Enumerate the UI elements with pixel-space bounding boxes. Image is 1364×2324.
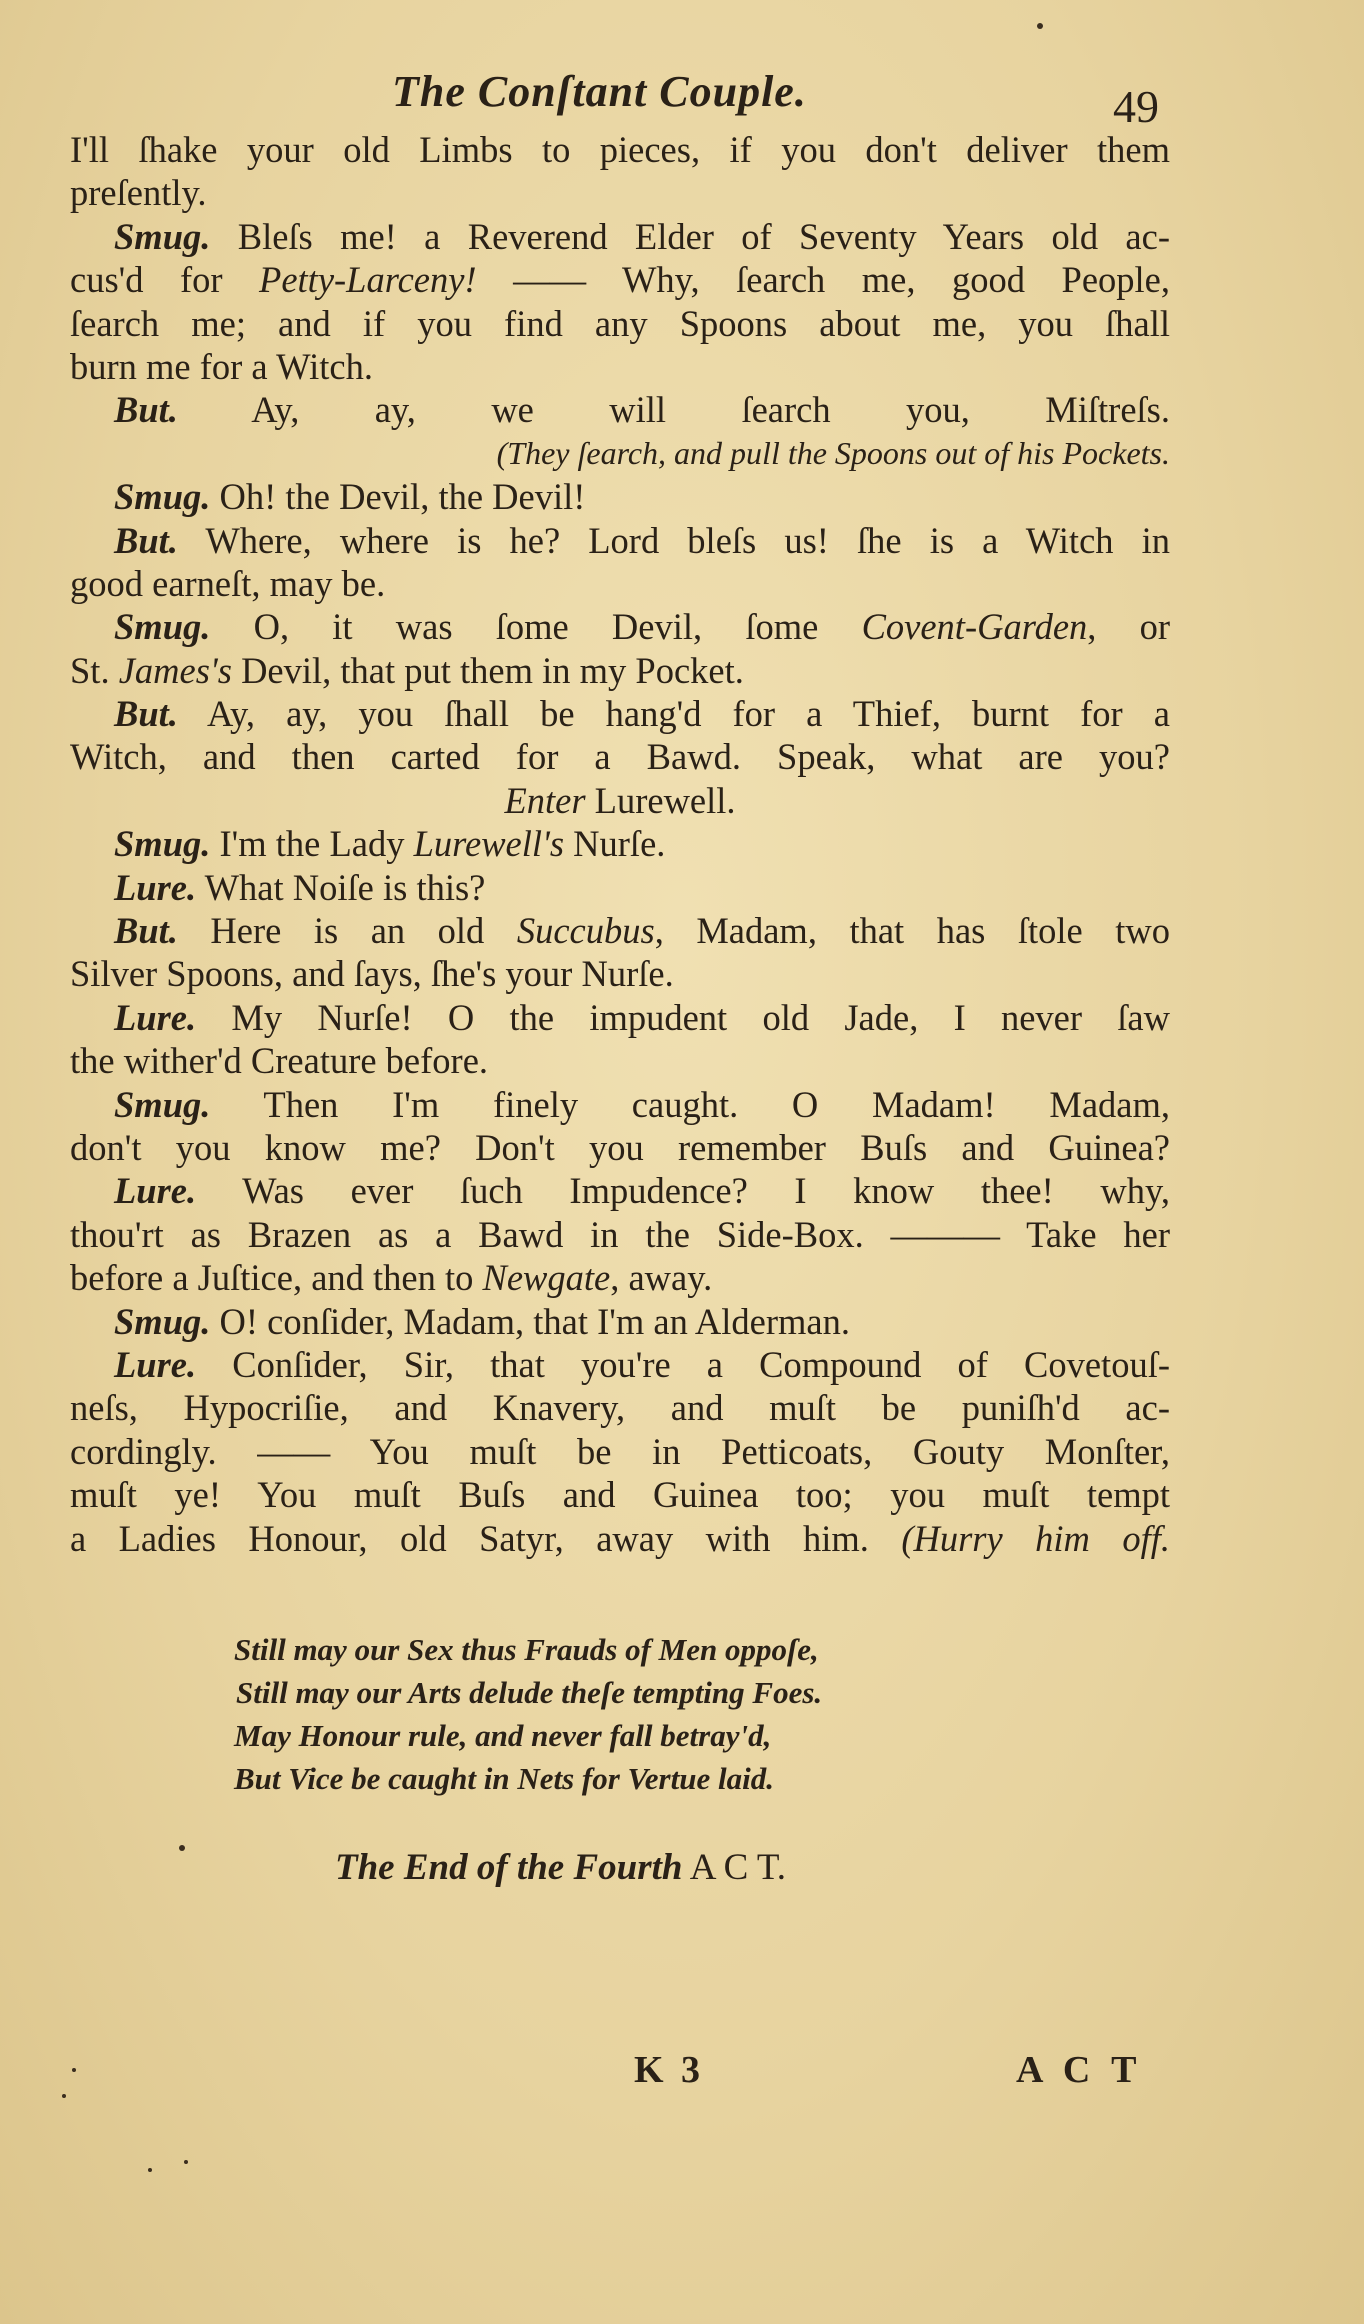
text-line (70, 171, 1170, 214)
text-line (70, 909, 1170, 952)
text-line (70, 562, 1170, 605)
text-line (70, 735, 1170, 778)
text-run: preſently. (70, 172, 207, 214)
page-number: 49 (1113, 81, 1159, 132)
verse-line: But Vice be caught in Nets for Vertue laid. (234, 1761, 774, 1796)
italic-run: Enter (504, 779, 586, 821)
text-line (70, 128, 1170, 171)
speaker-name: Smug. (114, 215, 211, 257)
text-run: Bleſs me! a Reverend Elder of Seventy Years old ac- (210, 215, 1170, 257)
text-line (70, 519, 1170, 562)
text-line (70, 345, 1170, 388)
speaker-name: Smug. (114, 1083, 211, 1125)
text-run: O, it was ſome Devil, ſome (210, 606, 862, 648)
text-run: Devil, that put them in my Pocket. (231, 649, 744, 691)
text-line (70, 1083, 1170, 1126)
ink-speck (179, 1845, 185, 1851)
stage-direction (70, 432, 1170, 475)
italic-run: Succubus (516, 910, 655, 952)
text-line (70, 475, 1170, 518)
text-run: , or (1087, 606, 1171, 648)
text-run: , away. (610, 1257, 713, 1299)
text-run: (They ſearch, and pull the Spoons out of his Pockets. (496, 434, 1170, 471)
speaker-name: But. (114, 910, 178, 952)
text-run: I'll ſhake your old Limbs to pieces, if you don't deliver them (70, 129, 1170, 170)
text-run: thou'rt as Brazen as a Bawd in the Side-Box. ——— Take her (70, 1213, 1170, 1255)
italic-run: Lurewell's (413, 823, 565, 865)
text-line (70, 1517, 1170, 1560)
text-line (70, 302, 1170, 345)
act-end-roman: A C T. (682, 1847, 786, 1888)
text-run: I'm the Lady (210, 823, 414, 865)
text-line (70, 1473, 1170, 1516)
italic-run: Covent-Garden (861, 606, 1088, 648)
text-run: —— Why, ſearch me, good People, (476, 259, 1170, 301)
signature-mark: K 3 (634, 2049, 705, 2091)
ink-speck (62, 2094, 66, 2098)
text-run: Here is an old (177, 910, 517, 952)
text-run: Then I'm finely caught. O Madam! Madam, (210, 1083, 1170, 1125)
text-line (70, 1213, 1170, 1256)
text-line (70, 1386, 1170, 1429)
text-line (70, 605, 1170, 648)
speaker-name: Smug. (114, 1300, 211, 1342)
running-head (0, 66, 1364, 132)
text-run: Was ever ſuch Impudence? I know thee! why, (196, 1170, 1170, 1212)
act-end-line (335, 1846, 786, 1889)
text-line (70, 996, 1170, 1039)
text-line (70, 866, 1170, 909)
text-run: Lurewell. (585, 779, 736, 821)
text-run: cordingly. —— You muſt be in Petticoats, Gouty Monſter, (70, 1430, 1170, 1472)
text-run: ſearch me; and if you find any Spoons about me, you ſhall (70, 302, 1170, 344)
ink-speck (72, 2068, 76, 2072)
text-run: good earneſt, may be. (70, 562, 386, 604)
text-run: , Madam, that has ſtole two (654, 910, 1170, 952)
text-line (70, 952, 1170, 995)
dialogue-text (70, 128, 1170, 1560)
text-line (70, 258, 1170, 301)
text-run: Ay, ay, you ſhall be hang'd for a Thief, burnt for a (177, 693, 1170, 735)
text-run: neſs, Hypocriſie, and Knavery, and muſt be puniſh'd ac- (70, 1387, 1170, 1429)
speaker-name: Lure. (114, 1170, 197, 1212)
text-run: burn me for a Witch. (70, 345, 373, 387)
text-run: O! conſider, Madam, that I'm an Alderman. (210, 1300, 850, 1342)
text-run: Conſider, Sir, that you're a Compound of Covetouſ- (196, 1343, 1170, 1385)
speaker-name: Smug. (114, 476, 211, 518)
italic-run: (Hurry him off. (901, 1517, 1171, 1559)
italic-run: Petty-Larceny! (259, 259, 477, 301)
speaker-name: Lure. (114, 996, 197, 1038)
text-run: muſt ye! You muſt Buſs and Guinea too; you muſt tempt (70, 1474, 1170, 1516)
text-run: My Nurſe! O the impudent old Jade, I never ſaw (196, 996, 1170, 1038)
text-line (70, 1039, 1170, 1082)
verse-line: Still may our Arts delude theſe tempting Foes. (236, 1675, 823, 1710)
act-end-italic: The End of the Fourth (335, 1847, 683, 1888)
text-line (70, 1343, 1170, 1386)
running-title: The Conſtant Couple. (392, 67, 807, 116)
text-run: Silver Spoons, and ſays, ſhe's your Nurſe. (70, 953, 674, 995)
text-run: Witch, and then carted for a Bawd. Speak, what are you? (70, 736, 1170, 778)
ink-speck (184, 2160, 188, 2164)
text-run: Where, where is he? Lord bleſs us! ſhe is a Witch in (177, 519, 1170, 561)
text-line (70, 1430, 1170, 1473)
text-line (70, 649, 1170, 692)
text-run: Ay, ay, we will ſearch you, Miſtreſs. (177, 389, 1170, 431)
text-line (70, 1169, 1170, 1212)
text-line (70, 692, 1170, 735)
speaker-name: Smug. (114, 606, 211, 648)
speaker-name: Lure. (114, 866, 197, 908)
text-run: a Ladies Honour, old Satyr, away with him. (70, 1517, 902, 1559)
speaker-name: But. (114, 389, 178, 431)
ink-speck (148, 2168, 152, 2172)
text-line (70, 388, 1170, 431)
catchword: A C T (1016, 2049, 1143, 2091)
entrance-direction (70, 779, 1170, 822)
text-run: the wither'd Creature before. (70, 1040, 489, 1082)
verse-line: Still may our Sex thus Frauds of Men oppoſe, (234, 1632, 819, 1667)
italic-run: James's (118, 649, 232, 691)
text-run: cus'd for (70, 259, 260, 301)
verse-line: May Honour rule, and never fall betray'd, (234, 1718, 772, 1753)
text-line (70, 1300, 1170, 1343)
speaker-name: But. (114, 693, 178, 735)
text-run: St. (70, 649, 119, 691)
text-run: before a Juſtice, and then to (70, 1257, 483, 1299)
text-line (70, 822, 1170, 865)
text-run: don't you know me? Don't you remember Buſs and Guinea? (70, 1126, 1170, 1168)
text-line (70, 215, 1170, 258)
text-run: Oh! the Devil, the Devil! (210, 476, 586, 518)
italic-run: Newgate (482, 1257, 611, 1299)
speaker-name: Lure. (114, 1343, 197, 1385)
speaker-name: Smug. (114, 823, 211, 865)
text-run: What Noiſe is this? (196, 866, 486, 908)
ink-speck (1037, 23, 1043, 29)
text-run: Nurſe. (564, 823, 666, 865)
text-line (70, 1126, 1170, 1169)
text-line (70, 1256, 1170, 1299)
closing-verse (234, 1628, 822, 1800)
speaker-name: But. (114, 519, 178, 561)
